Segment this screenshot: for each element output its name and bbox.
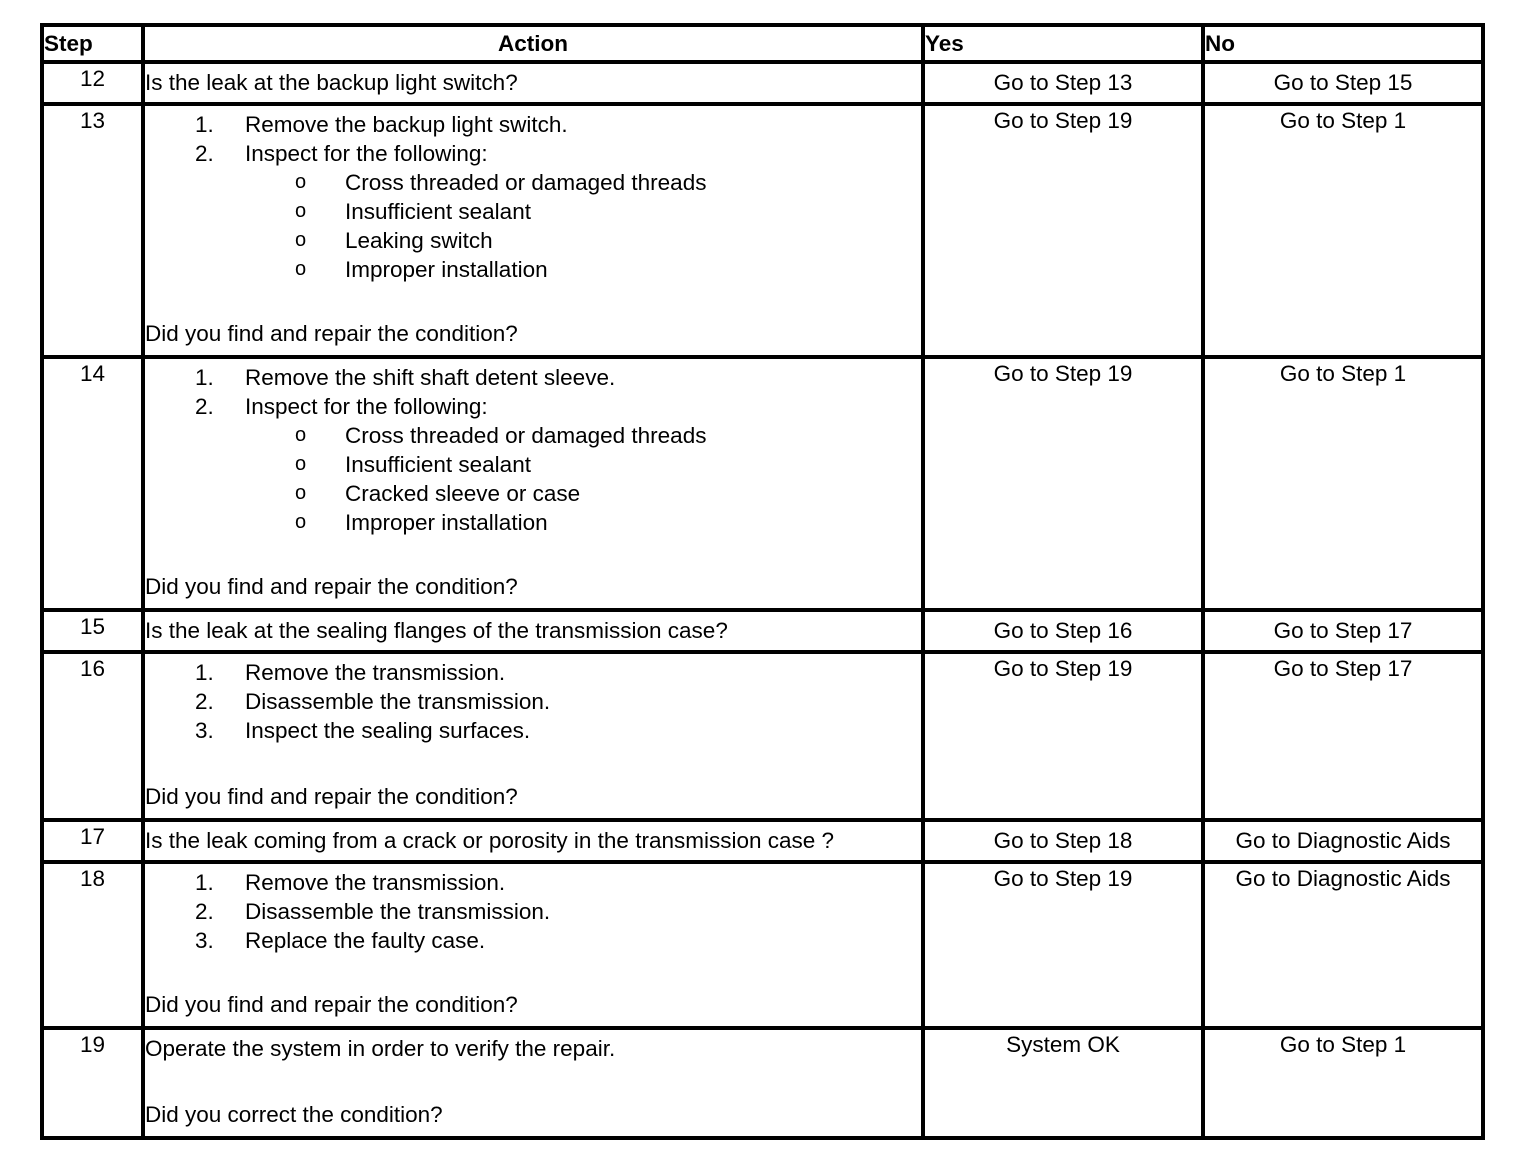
action-cell <box>143 652 923 820</box>
step-number: 18 <box>42 862 143 1028</box>
action-question: Is the leak at the backup light switch? <box>143 62 923 104</box>
circle-bullet-icon: o <box>295 453 307 475</box>
table-row <box>42 652 1483 820</box>
yes-result: System OK <box>923 1028 1203 1138</box>
action-question: Did you find and repair the condition? <box>145 992 518 1017</box>
table-row <box>42 820 1483 862</box>
circle-bullet-icon: o <box>295 424 307 446</box>
action-cell <box>143 357 923 610</box>
action-question: Did you find and repair the condition? <box>145 784 518 809</box>
no-result: Go to Diagnostic Aids <box>1203 820 1483 862</box>
action-question: Did you find and repair the condition? <box>145 574 518 599</box>
header-row <box>42 25 1483 62</box>
yes-result: Go to Step 19 <box>923 652 1203 820</box>
list-item: 2. Disassemble the transmission. <box>195 899 551 924</box>
list-item: 1. Remove the transmission. <box>195 660 506 685</box>
list-item: o Cracked sleeve or case <box>295 481 581 506</box>
table-row <box>42 62 1483 104</box>
step-number: 17 <box>42 820 143 862</box>
circle-bullet-icon: o <box>295 171 307 193</box>
step-number: 16 <box>42 652 143 820</box>
list-item: 2. Disassemble the transmission. <box>195 689 551 714</box>
list-item: o Insufficient sealant <box>295 452 531 477</box>
no-result: Go to Diagnostic Aids <box>1203 862 1483 1028</box>
action-steps <box>145 654 921 745</box>
header-action: Action <box>143 25 923 62</box>
diagnostic-table <box>40 23 1485 1140</box>
table-row <box>42 610 1483 652</box>
yes-result: Go to Step 19 <box>923 862 1203 1028</box>
list-item: o Cross threaded or damaged threads <box>295 170 707 195</box>
action-question: Is the leak at the sealing flanges of the transmission case? <box>143 610 923 652</box>
action-question: Did you find and repair the condition? <box>145 321 518 346</box>
circle-bullet-icon: o <box>295 511 307 533</box>
action-instruction: Operate the system in order to verify the repair. <box>145 1036 616 1061</box>
header-step: Step <box>42 25 143 62</box>
no-result: Go to Step 17 <box>1203 610 1483 652</box>
list-item: 1. Remove the backup light switch. <box>195 112 568 137</box>
list-item: 3. Inspect the sealing surfaces. <box>195 718 531 743</box>
table-row <box>42 104 1483 357</box>
action-cell <box>143 862 923 1028</box>
table-row <box>42 357 1483 610</box>
action-steps <box>145 106 921 284</box>
list-item: o Improper installation <box>295 510 548 535</box>
no-result: Go to Step 15 <box>1203 62 1483 104</box>
list-item: 2. Inspect for the following: <box>195 141 488 166</box>
action-question: Did you correct the condition? <box>145 1102 443 1127</box>
yes-result: Go to Step 19 <box>923 357 1203 610</box>
no-result: Go to Step 1 <box>1203 357 1483 610</box>
list-item: o Insufficient sealant <box>295 199 531 224</box>
yes-result: Go to Step 19 <box>923 104 1203 357</box>
step-number: 14 <box>42 357 143 610</box>
list-item: o Leaking switch <box>295 228 493 253</box>
action-steps <box>145 864 921 955</box>
step-number: 12 <box>42 62 143 104</box>
action-steps <box>145 359 921 537</box>
step-number: 15 <box>42 610 143 652</box>
yes-result: Go to Step 18 <box>923 820 1203 862</box>
list-item: 3. Replace the faulty case. <box>195 928 486 953</box>
no-result: Go to Step 17 <box>1203 652 1483 820</box>
no-result: Go to Step 1 <box>1203 1028 1483 1138</box>
step-number: 13 <box>42 104 143 357</box>
list-item: o Improper installation <box>295 257 548 282</box>
list-item: 2. Inspect for the following: <box>195 394 488 419</box>
list-item: o Cross threaded or damaged threads <box>295 423 707 448</box>
circle-bullet-icon: o <box>295 200 307 222</box>
circle-bullet-icon: o <box>295 258 307 280</box>
action-cell <box>143 1028 923 1138</box>
yes-result: Go to Step 16 <box>923 610 1203 652</box>
table-row <box>42 1028 1483 1138</box>
table-row <box>42 862 1483 1028</box>
no-result: Go to Step 1 <box>1203 104 1483 357</box>
step-number: 19 <box>42 1028 143 1138</box>
action-question: Is the leak coming from a crack or porosity in the transmission case ? <box>143 820 923 862</box>
yes-result: Go to Step 13 <box>923 62 1203 104</box>
header-no: No <box>1203 25 1483 62</box>
header-yes: Yes <box>923 25 1203 62</box>
circle-bullet-icon: o <box>295 229 307 251</box>
circle-bullet-icon: o <box>295 482 307 504</box>
list-item: 1. Remove the transmission. <box>195 870 506 895</box>
list-item: 1. Remove the shift shaft detent sleeve. <box>195 365 616 390</box>
action-cell <box>143 104 923 357</box>
